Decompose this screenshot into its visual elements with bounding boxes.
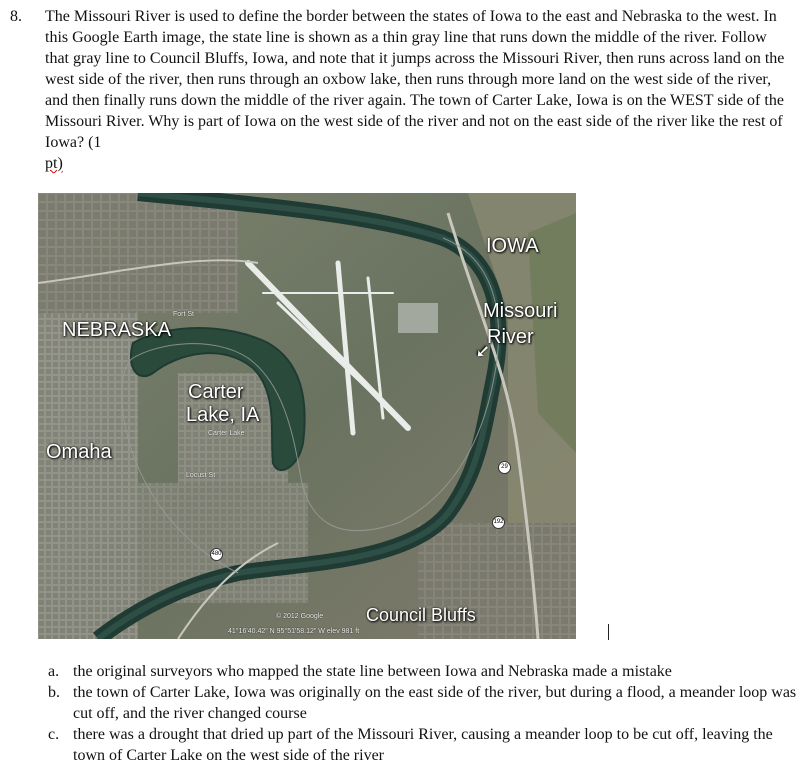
label-iowa: IOWA — [486, 235, 539, 257]
small-label-fort-st: Fort St — [173, 311, 195, 318]
shield-192-icon: 192 — [492, 516, 505, 529]
small-label-locust: Locust St — [186, 472, 216, 479]
google-attribution: © 2012 Google — [276, 613, 324, 620]
coordinates-readout: 41°16'40.42" N 95°51'58.12" W elev 981 ft — [228, 628, 360, 635]
option-letter: a. — [48, 663, 60, 680]
map-imagery — [38, 193, 576, 639]
option-letter: c. — [48, 726, 60, 743]
arrow-icon: ➚ — [475, 342, 491, 362]
east-omaha-grid — [138, 483, 308, 603]
question-points-end: pt) — [45, 155, 63, 172]
option-text: the town of Carter Lake, Iowa was originally on the east side of the river, but during a flood, a meander loop was cut off, and the river changed course — [73, 684, 797, 722]
label-carter: Carter — [188, 381, 244, 403]
option-letter: b. — [48, 684, 60, 701]
shield-i29-icon: 29 — [498, 461, 511, 474]
question-text — [45, 6, 793, 174]
label-lake-ia: Lake, IA — [186, 404, 260, 426]
option-c[interactable] — [48, 724, 798, 766]
label-missouri: Missouri — [483, 300, 558, 322]
label-omaha: Omaha — [46, 441, 112, 463]
option-text: the original surveyors who mapped the state line between Iowa and Nebraska made a mistake — [73, 663, 672, 680]
google-earth-map — [38, 193, 576, 639]
label-council-bluffs: Council Bluffs — [366, 605, 476, 625]
question-body: The Missouri River is used to define the border between the states of Iowa to the east and Nebraska to the west. In this Google Earth image, the state line is shown as a thin gray line that runs down the middle of the river. Follow that gray line to Council Bluffs, Iowa, and note that it jumps across the Missouri River, then runs across land on the west side of the river, then runs through an oxbow lake, then runs through more land on the west side of the river, and then finally runs down the middle of the river again. The town of Carter Lake, Iowa is on the WEST side of the Missouri River. Why is part of Iowa on the west side of the river and not on the east side of the river like the rest of Iowa? (1 — [45, 8, 785, 151]
label-river: River — [487, 326, 534, 348]
shield-480-icon: 480 — [210, 548, 223, 561]
option-b[interactable] — [48, 682, 798, 724]
small-label-carter-lake: Carter Lake — [208, 430, 245, 437]
airport-terminal — [398, 303, 438, 333]
option-text: there was a drought that dried up part of the Missouri River, causing a meander loop to be cut off, leaving the town of Carter Lake on the west side of the river — [73, 726, 773, 764]
north-omaha-grid — [38, 193, 238, 313]
text-cursor — [608, 624, 609, 640]
answer-options — [48, 661, 798, 766]
question-number: 8. — [10, 8, 22, 25]
option-a[interactable] — [48, 661, 798, 682]
omaha-grid — [38, 313, 138, 639]
label-nebraska: NEBRASKA — [62, 319, 171, 341]
